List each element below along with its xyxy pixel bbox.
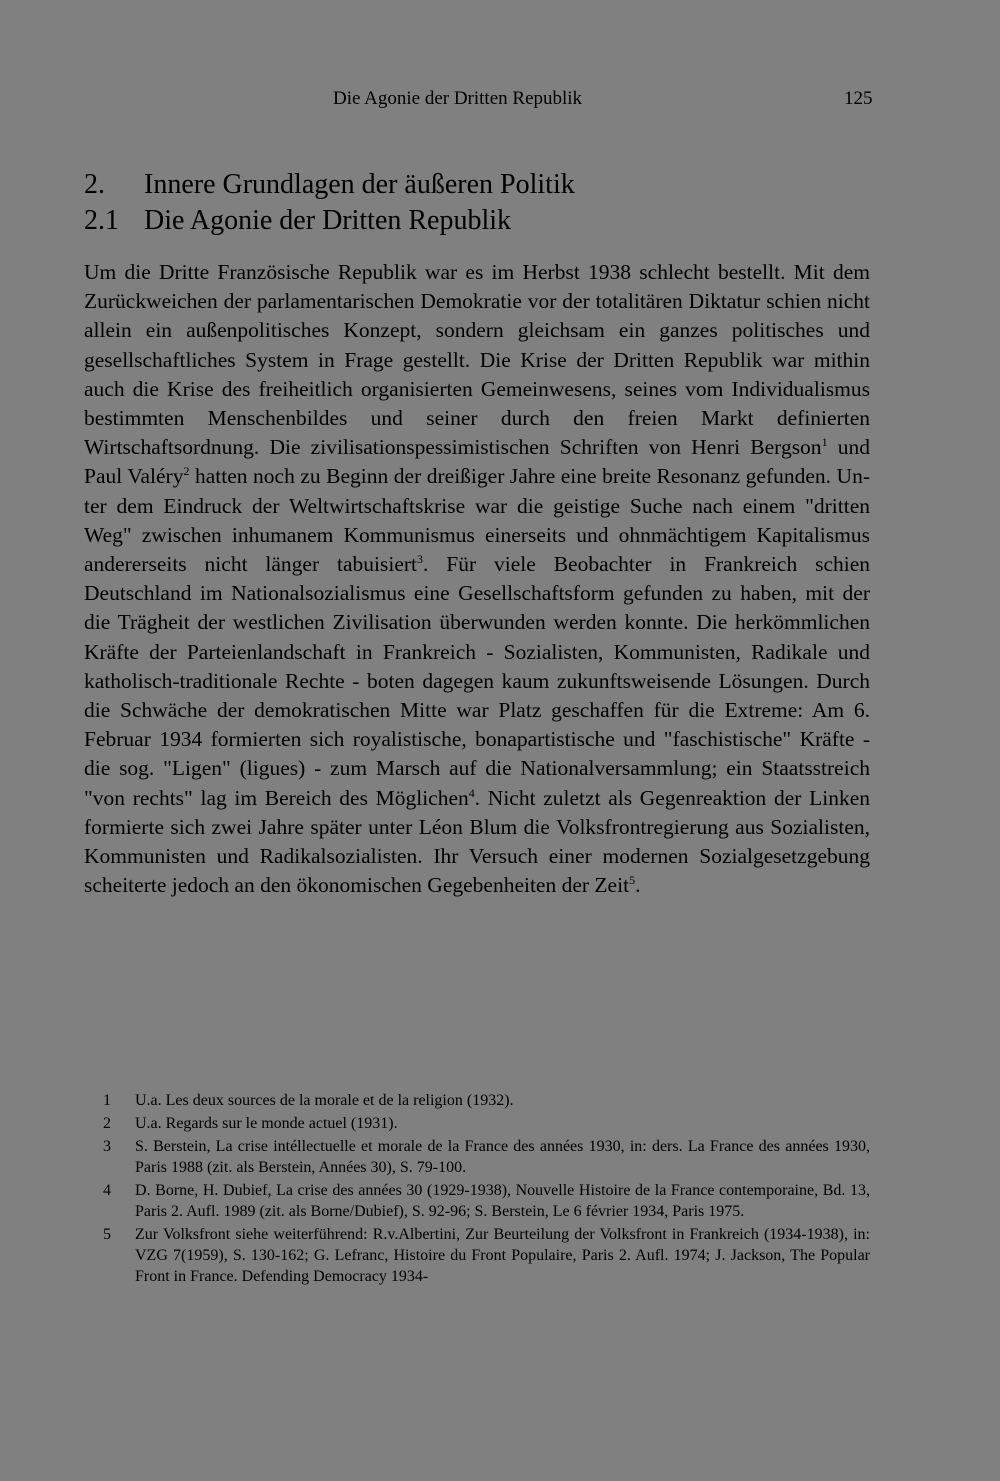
body-text	[84, 258, 870, 900]
footnote-reference-2: 2	[183, 464, 190, 479]
body-text-segment: hatten noch zu Beginn der dreißiger Jahre eine breite Resonanz gefunden. Unter dem Eindruck der Weltwirtschaftskrise war die geistige Suche nach einem "dritten Weg" zwischen inhumanem Kommunismus einerseits und ohnmächtigem Kapitalismus andererseits nicht länger tabuisiert	[84, 464, 870, 577]
footnote-number: 1	[103, 1092, 111, 1109]
footnote	[103, 1090, 870, 1111]
footnote-number: 2	[103, 1115, 111, 1132]
body-text-segment: Um die Dritte Französische Republik war es im Herbst 1938 schlecht bestellt. Mit dem Zurückweichen der parlamentarischen Demokratie vor der totalitären Diktatur schien nicht allein ein außenpolitisches Konzept, sondern gleichsam ein ganzes politisches und gesellschaftliches System in Frage gestellt. Die Krise der Dritten Republik war mithin auch die Krise des freiheitlich organisierten Gemeinwesens, seines vom Individualismus bestimmten Menschenbildes und seiner durch den freien Markt definierten Wirtschaftsordnung. Die zivilisationspessimistischen Schriften von Henri Bergson	[84, 260, 870, 460]
section-heading	[84, 168, 575, 202]
page-number: 125	[844, 88, 873, 109]
footnote	[103, 1136, 870, 1178]
footnote	[103, 1224, 870, 1287]
footnote-number: 5	[103, 1226, 111, 1243]
subsection-number: 2.1	[84, 205, 119, 236]
section-number: 2.	[84, 169, 105, 200]
subsection-heading	[84, 204, 511, 238]
footnote-reference-5: 5	[629, 873, 636, 888]
section-title: Innere Grundlagen der äußeren Politik	[144, 169, 575, 200]
footnote-text: U.a. Regards sur le monde actuel (1931).	[135, 1115, 398, 1132]
subsection-title: Die Agonie der Dritten Republik	[144, 205, 512, 236]
footnote-text: U.a. Les deux sources de la morale et de la religion (1932).	[135, 1092, 514, 1109]
body-text-segment: .	[635, 873, 641, 898]
body-text-segment: . Für viele Beobachter in Frankreich schien Deutschland im Nationalsozialismus eine Gesellschaftsform gefunden zu haben, mit der die Trägheit der westlichen Zivilisation überwunden werden konnte. Die herkömmlichen Kräfte der Parteienlandschaft in Frankreich - Sozialisten, Kommunisten, Radikale und katholisch-traditionale Rechte - boten dagegen kaum zukunftsweisende Lösungen. Durch die Schwäche der demokratischen Mitte war Platz geschaffen für die Extreme: Am 6. Februar 1934 formierten sich royalistische, bonapartistische und "faschistische" Kräfte - die sog. "Ligen" (ligues) - zum Marsch auf die Nationalversammlung; ein Staatsstreich "von rechts" lag im Bereich des Möglichen	[84, 552, 870, 810]
running-title: Die Agonie der Dritten Republik	[333, 88, 583, 109]
body-text-segment: und Paul Valéry	[84, 435, 870, 489]
running-head	[0, 88, 1000, 112]
footnote-text: D. Borne, H. Dubief, La crise des années 30 (1929-1938), Nouvelle Histoire de la France contemporaine, Bd. 13, Paris 2. Aufl. 1989 (zit. als Borne/Dubief), S. 92-96; S. Berstein, Le 6 février 1934, Paris 1975.	[135, 1182, 870, 1220]
footnote-text: S. Berstein, La crise intéllectuelle et morale de la France des années 1930, in: ders. La France des années 1930, Paris 1988 (zit. als Berstein, Années 30), S. 79-100.	[135, 1138, 870, 1176]
footnote	[103, 1180, 870, 1222]
body-text-segment: . Nicht zuletzt als Gegenreaktion der Linken formierte sich zwei Jahre später unter Léon Blum die Volksfrontregierung aus Sozialisten, Kommunisten und Radikalsozialisten. Ihr Versuch einer modernen Sozialgesetzgebung scheiterte jedoch an den ökonomischen Gegebenheiten der Zeit	[84, 785, 870, 898]
footnote	[103, 1113, 870, 1134]
body-paragraph	[84, 258, 870, 900]
footnote-reference-1: 1	[821, 435, 828, 450]
footnote-number: 4	[103, 1182, 111, 1199]
footnote-text: Zur Volksfront siehe weiterführend: R.v.Albertini, Zur Beurteilung der Volksfront in Frankreich (1934-1938), in: VZG 7(1959), S. 130-162; G. Lefranc, Histoire du Front Populaire, Paris 2. Aufl. 1974; J. Jackson, The Popular Front in France. Defending Democracy 1934-	[135, 1226, 870, 1285]
footnote-reference-3: 3	[417, 552, 424, 567]
footnote-number: 3	[103, 1138, 111, 1155]
footnotes	[103, 1090, 870, 1289]
footnote-reference-4: 4	[468, 785, 475, 800]
